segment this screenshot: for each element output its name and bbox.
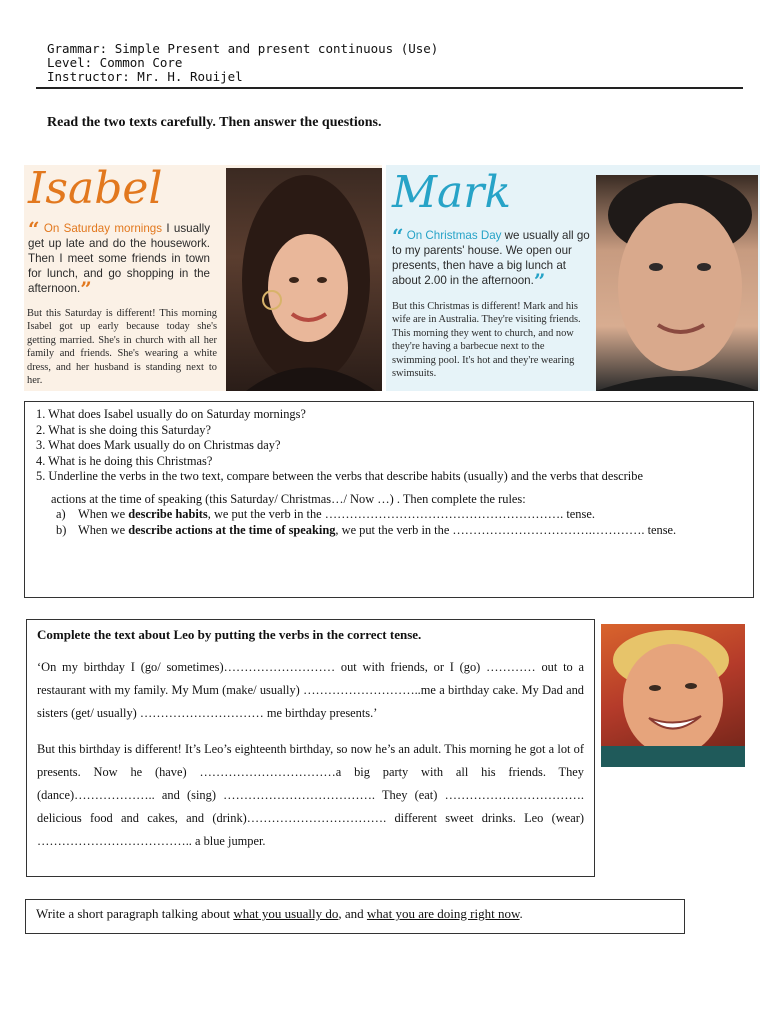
isabel-photo bbox=[226, 168, 382, 391]
leo-paragraph-2: But this birthday is different! It’s Leo’s eighteenth birthday, so now he’s an adult. This morning he got a lot of presents. Now he (have) ……………………………a big party with all his friends. They (dance)……………….. and (sing) ………………………………. They (eat) ……………………………. delicious food and cakes, and (drink)……………………………. different sweet drinks. Leo (wear) ……………………………….. a blue jumper. bbox=[37, 742, 584, 848]
isabel-quote-text: I usually get up late and do the housework. Then I meet some friends in town for lunch, and go shopping in the afternoon. bbox=[28, 222, 210, 295]
question-3: 3. What does Mark usually do on Christmas day? bbox=[36, 438, 281, 452]
mark-quote-highlight: On Christmas Day bbox=[406, 229, 502, 242]
question-1: 1. What does Isabel usually do on Saturday mornings? bbox=[36, 407, 306, 421]
leo-exercise-title: Complete the text about Leo by putting the verbs in the correct tense. bbox=[37, 627, 422, 642]
rule-b-label: b) bbox=[56, 522, 67, 537]
mark-quote-text: we usually all go to my parents' house. We open our presents, then have a big lunch at about 2.00 in the afternoon. bbox=[392, 229, 590, 287]
mark-photo bbox=[596, 175, 758, 391]
isabel-quote bbox=[28, 217, 210, 301]
reading-instructions: Read the two texts carefully. Then answer the questions. bbox=[47, 115, 382, 130]
header-grammar: Grammar: Simple Present and present continuous (Use) bbox=[47, 41, 439, 56]
header-level: Level: Common Core bbox=[47, 55, 183, 70]
mark-quote bbox=[392, 224, 592, 293]
rule-a-post: , we put the verb in the …………………………………………………. tense. bbox=[207, 507, 595, 521]
rule-b-post: , we put the verb in the …………………………….…………. tense. bbox=[335, 522, 677, 537]
rule-b-bold: describe actions at the time of speaking bbox=[128, 522, 336, 537]
worksheet-header bbox=[47, 42, 438, 84]
writing-task-box bbox=[25, 899, 685, 934]
questions-box bbox=[24, 401, 754, 598]
mark-title: Mark bbox=[392, 167, 511, 218]
mark-story: But this Christmas is different! Mark and his wife are in Australia. They're visiting friends. This morning they went to church, and now they're having a barbecue next to the swimming pool. It's hot and they're wearing swimsuits. bbox=[392, 301, 581, 380]
rule-a-pre: When we bbox=[78, 507, 129, 521]
isabel-story: But this Saturday is different! This morning Isabel got up early because today she's getting married. She's in church with all her family and friends. She's wearing a white dress, and her husband is standing next to her. bbox=[27, 308, 217, 387]
mark-reading-panel bbox=[386, 165, 760, 391]
isabel-open-quote: “ bbox=[28, 217, 40, 241]
rule-b bbox=[36, 523, 748, 539]
questions-list bbox=[36, 407, 748, 538]
mark-close-quote: ” bbox=[533, 269, 546, 293]
leo-paragraph-1: ‘On my birthday I (go/ sometimes)……………………… out with friends, or I (go) ………… out to a restaurant with my family. My Mum (make/ usually) ………………………..me a birthday cake. My Dad and sisters (get/ usually) ………………………… me birthday presents.’ bbox=[37, 660, 584, 720]
mark-open-quote: “ bbox=[392, 224, 404, 248]
isabel-title: Isabel bbox=[28, 165, 163, 214]
writing-prompt-underline-1: what you usually do bbox=[233, 906, 339, 921]
writing-prompt-mid: , and bbox=[338, 906, 367, 921]
question-5: 5. Underline the verbs in the two text, compare between the verbs that describe habits (usually) and the verbs that describe bbox=[36, 469, 643, 483]
writing-prompt-underline-2: what you are doing right now bbox=[366, 906, 520, 921]
question-5-continuation: actions at the time of speaking (this Saturday/ Christmas…/ Now …) . Then complete the rules: bbox=[51, 491, 526, 506]
leo-photo bbox=[601, 624, 745, 767]
rule-a bbox=[36, 507, 748, 523]
question-4: 4. What is he doing this Christmas? bbox=[36, 453, 213, 468]
header-divider bbox=[36, 87, 743, 89]
writing-prompt-pre: Write a short paragraph talking about bbox=[36, 906, 234, 921]
rule-b-pre: When we bbox=[78, 522, 129, 537]
question-2: 2. What is she doing this Saturday? bbox=[36, 422, 211, 437]
rule-a-bold: describe habits bbox=[128, 507, 208, 521]
writing-prompt bbox=[36, 906, 523, 922]
isabel-portrait-icon bbox=[226, 168, 382, 391]
mark-portrait-icon bbox=[596, 175, 758, 391]
header-instructor: Instructor: Mr. H. Rouijel bbox=[47, 69, 243, 84]
leo-portrait-icon bbox=[601, 624, 745, 767]
isabel-reading-panel bbox=[24, 165, 382, 391]
isabel-quote-highlight: On Saturday mornings bbox=[43, 222, 163, 235]
rule-a-label: a) bbox=[56, 507, 66, 521]
isabel-close-quote: ” bbox=[80, 277, 92, 301]
writing-prompt-post: . bbox=[519, 906, 523, 921]
leo-exercise-box bbox=[26, 619, 595, 877]
